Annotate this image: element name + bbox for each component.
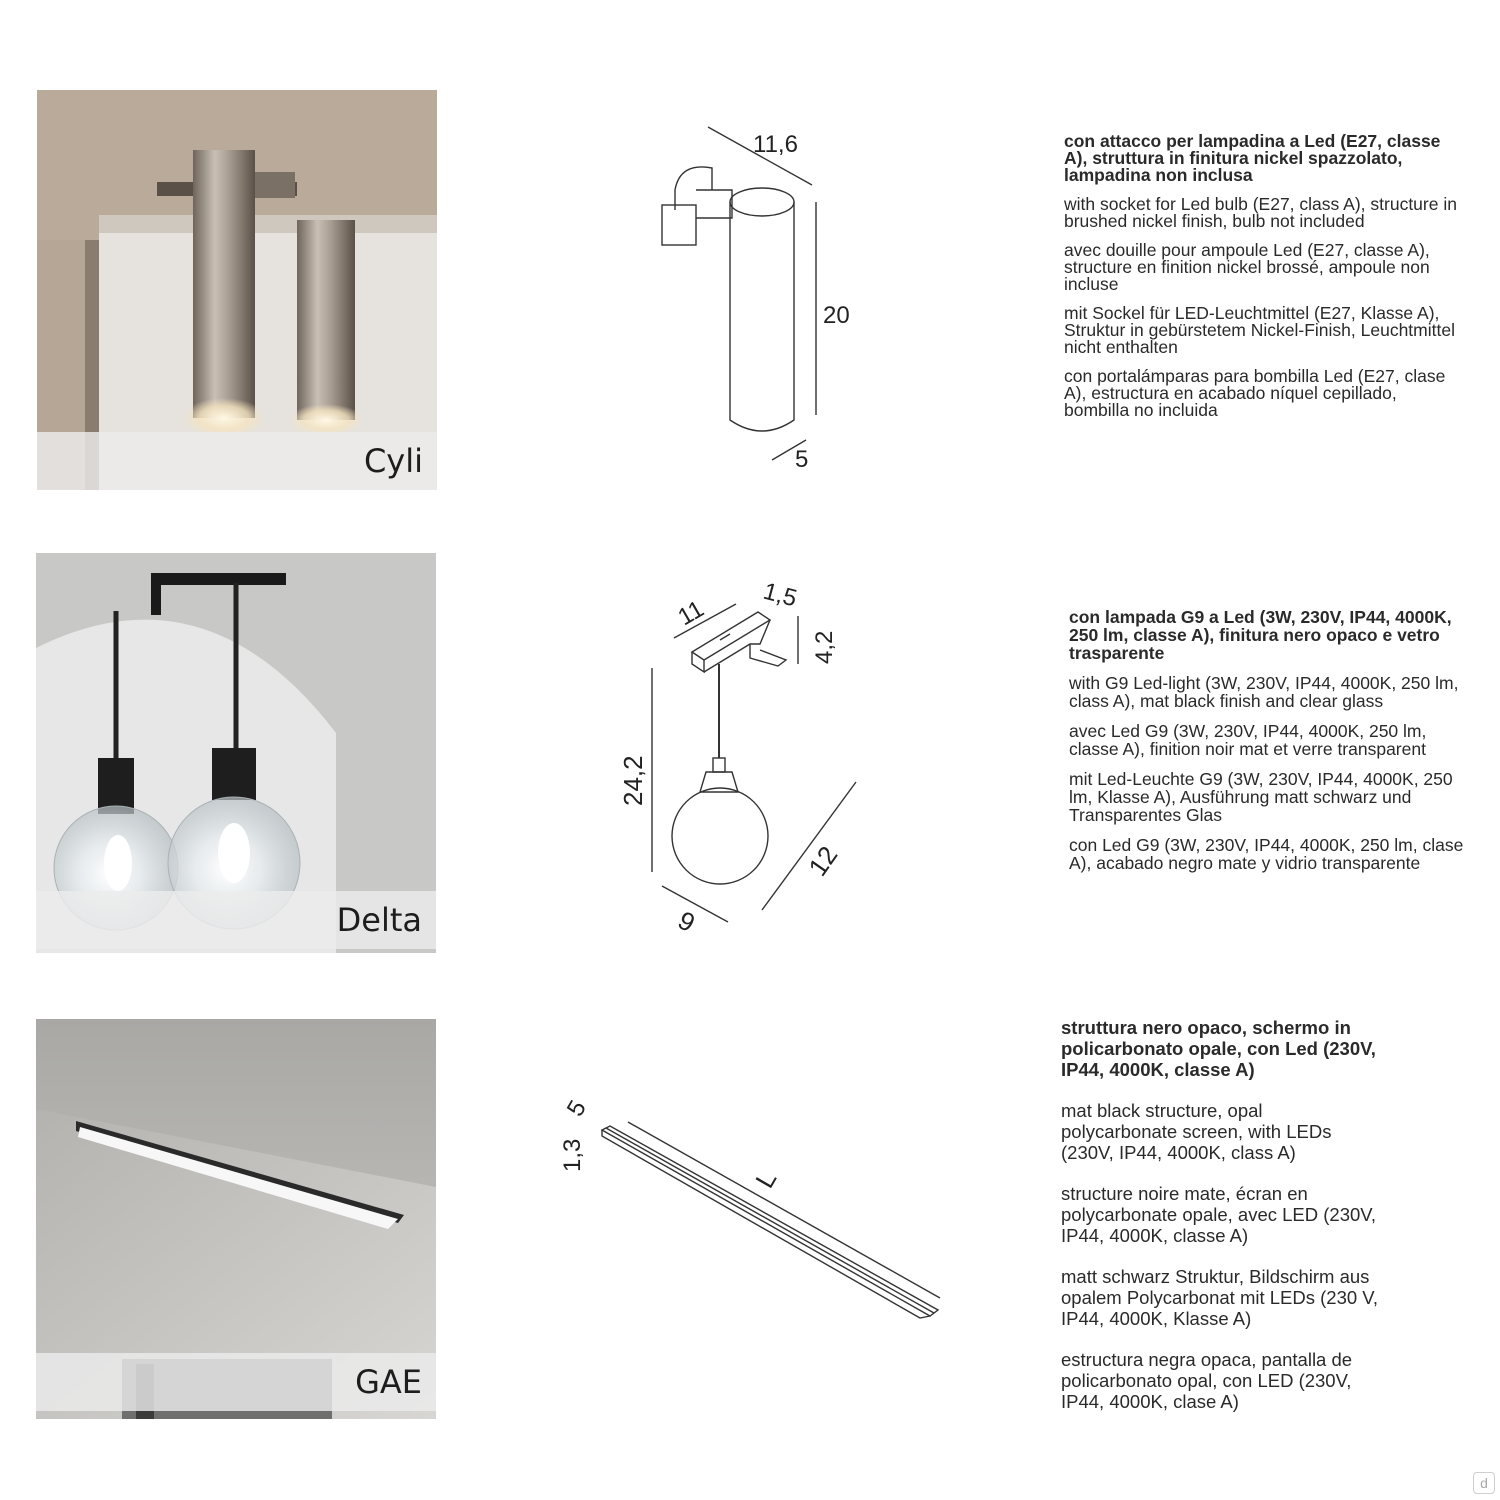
delta-socket-top — [713, 758, 725, 772]
gae-bar-edge — [606, 1128, 934, 1313]
dim-label-cyli-height: 20 — [823, 302, 850, 329]
description-en: with socket for Led bulb (E27, class A), structure in brushed nickel finish, bulb not included — [1064, 194, 1457, 231]
description-fr: structure noire mate, écran en polycarbonate opale, avec LED (230V, IP44, 4000K, classe A) — [1061, 1183, 1377, 1246]
dim-label-delta-globe-depth: 9 — [673, 904, 701, 939]
description-fr: avec douille pour ampoule Led (E27, classe A), structure en finition nickel brossé, ampoule non incluse — [1064, 240, 1430, 294]
description-fr: avec Led G9 (3W, 230V, IP44, 4000K, 250 lm, classe A), finition noir mat et verre transparent — [1069, 721, 1427, 759]
description-delta — [1069, 608, 1464, 884]
technical-drawing-gae — [540, 1080, 960, 1345]
description-cyli — [1064, 133, 1464, 431]
description-it: struttura nero opaco, schermo in policarbonato opale, con Led (230V, IP44, 4000K, classe A) — [1061, 1017, 1376, 1080]
dim-label-delta-depth: 11 — [673, 595, 709, 632]
delta-bracket-plate — [750, 644, 786, 666]
description-it: con attacco per lampadina a Led (E27, classe A), struttura in finitura nickel spazzolato, lampadina non inclusa — [1064, 131, 1441, 185]
description-es: con Led G9 (3W, 230V, IP44, 4000K, 250 lm, clase A), acabado negro mate y vidrio transparente — [1069, 835, 1464, 873]
dim-label-gae-height: 1,3 — [559, 1138, 586, 1172]
description-it: con lampada G9 a Led (3W, 230V, IP44, 4000K, 250 lm, classe A), finitura nero opaco e vetro trasparente — [1069, 607, 1452, 663]
description-es: estructura negra opaca, pantalla de policarbonato opal, con LED (230V, IP44, 4000K, clase A) — [1061, 1349, 1353, 1412]
description-de: matt schwarz Struktur, Bildschirm aus opalem Polycarbonat mit LEDs (230 V, IP44, 4000K, Klasse A) — [1061, 1266, 1379, 1329]
dim-label-cyli-width: 11,6 — [753, 131, 798, 158]
dim-line-globe-diameter — [762, 782, 856, 910]
dim-line-length — [628, 1122, 940, 1298]
dim-label-gae-length: L — [749, 1165, 783, 1193]
product-name-label: GAE — [36, 1353, 436, 1411]
product-photo-cyli — [37, 90, 437, 490]
technical-drawing-delta — [600, 560, 880, 945]
description-es: con portalámparas para bombilla Led (E27, clase A), estructura en acabado níquel cepillado, bombilla no incluida — [1064, 366, 1446, 420]
cyli-bracket — [675, 167, 712, 210]
delta-bracket-front — [692, 652, 704, 672]
description-de: mit Led-Leuchte G9 (3W, 230V, IP44, 4000K, 250 lm, Klasse A), Ausführung matt schwarz und Transparentes Glas — [1069, 769, 1453, 825]
cyli-clamp — [662, 205, 696, 245]
product-name-label: Cyli — [37, 432, 437, 490]
description-en: with G9 Led-light (3W, 230V, IP44, 4000K, 250 lm, class A), mat black finish and clear glass — [1069, 673, 1459, 711]
delta-globe — [672, 788, 768, 884]
cyli-cylinder-top — [730, 188, 794, 216]
dim-label-delta-thickness: 1,5 — [760, 577, 800, 613]
description-de: mit Sockel für LED-Leuchtmittel (E27, Klasse A), Struktur in gebürstetem Nickel-Finish, Leuchtmittel nicht enthalten — [1064, 303, 1455, 357]
dim-label-delta-total-height: 24,2 — [618, 755, 648, 806]
dim-label-delta-bracket-height: 4,2 — [811, 630, 838, 664]
cyli-photo-illustration — [37, 90, 437, 490]
dim-label-gae-depth: 5 — [561, 1095, 592, 1121]
product-photo-gae — [36, 1019, 436, 1419]
delta-bracket-side — [704, 620, 770, 672]
description-en: mat black structure, opal polycarbonate screen, with LEDs (230V, IP44, 4000K, class A) — [1061, 1100, 1332, 1163]
product-photo-delta — [36, 553, 436, 953]
cyli-arm — [696, 190, 732, 218]
cyli-cylinder-body — [730, 202, 794, 431]
product-name-label: Delta — [36, 891, 436, 949]
brand-mark-icon: d — [1473, 1472, 1495, 1494]
dim-label-delta-globe-diameter: 12 — [802, 840, 844, 882]
dim-label-cyli-depth: 5 — [795, 446, 809, 473]
description-gae — [1061, 1017, 1381, 1432]
technical-drawing-cyli — [640, 110, 900, 495]
